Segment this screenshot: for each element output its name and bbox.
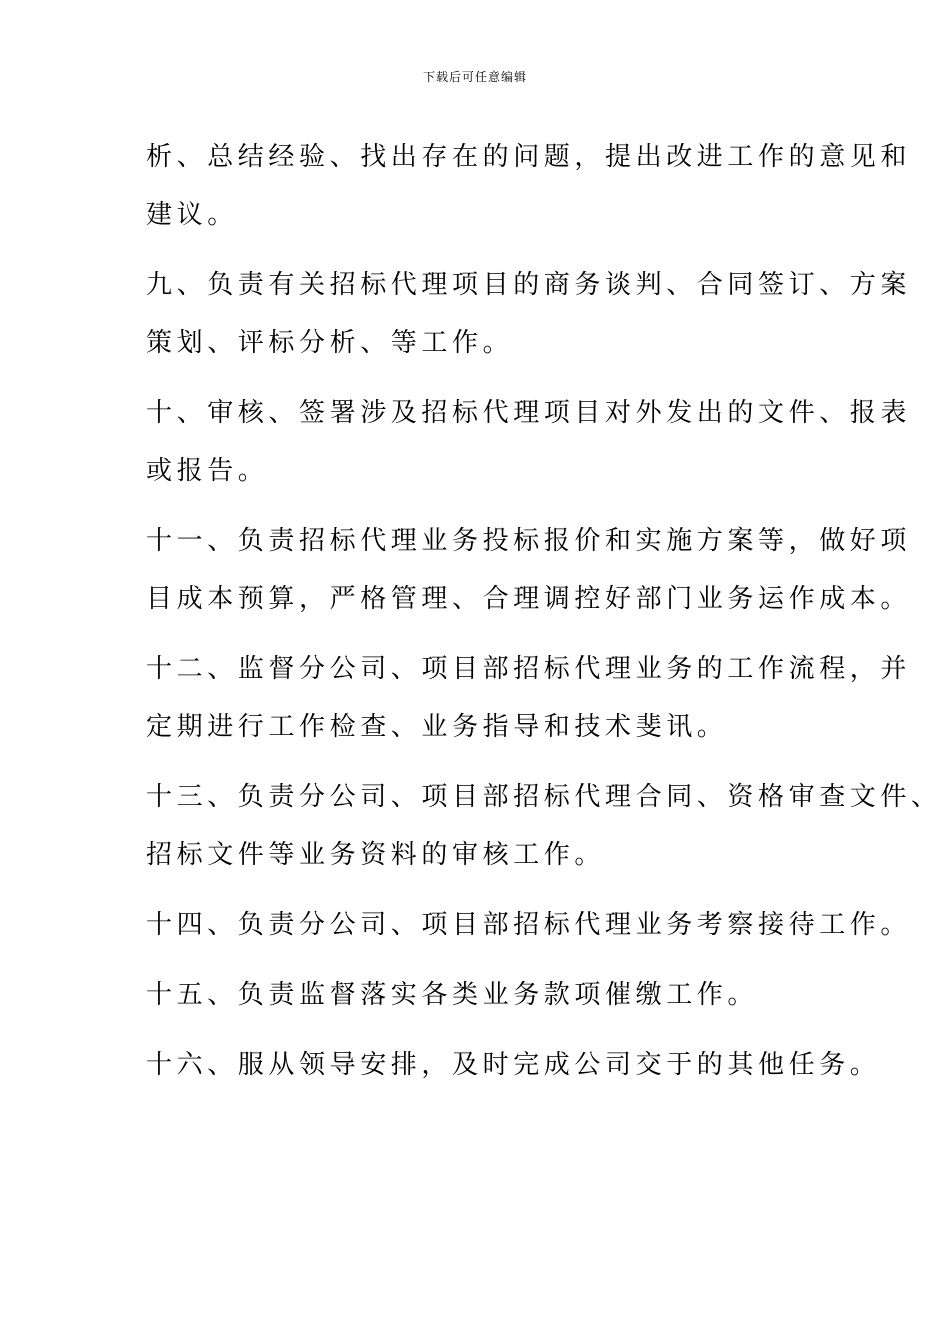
paragraph-line: 招标文件等业务资料的审核工作。 xyxy=(146,840,606,870)
paragraph-line: 十三、负责分公司、项目部招标代理合同、资格审查文件、 xyxy=(146,782,942,812)
paragraph-line: 九、负责有关招标代理项目的商务谈判、合同签订、方案 xyxy=(146,270,912,300)
paragraph-line: 或报告。 xyxy=(146,456,269,486)
document-body xyxy=(146,128,942,1106)
paragraph-item-13 xyxy=(146,768,942,884)
paragraph-line: 十二、监督分公司、项目部招标代理业务的工作流程，并 xyxy=(146,654,912,684)
paragraph-continuation xyxy=(146,128,912,244)
paragraph-line: 目成本预算，严格管理、合理调控好部门业务运作成本。 xyxy=(146,584,912,614)
paragraph-item-16 xyxy=(146,1036,881,1094)
paragraph-line: 十五、负责监督落实各类业务款项催缴工作。 xyxy=(146,980,759,1010)
page-header: 下载后可任意编辑 xyxy=(422,70,527,84)
paragraph-line: 十四、负责分公司、项目部招标代理业务考察接待工作。 xyxy=(146,910,912,940)
paragraph-item-10 xyxy=(146,384,912,500)
paragraph-line: 策划、评标分析、等工作。 xyxy=(146,328,514,358)
paragraph-line: 十一、负责招标代理业务投标报价和实施方案等，做好项 xyxy=(146,526,912,556)
paragraph-item-11 xyxy=(146,512,912,628)
paragraph-line: 定期进行工作检查、业务指导和技术斐讯。 xyxy=(146,712,728,742)
paragraph-line: 建议。 xyxy=(146,200,238,230)
paragraph-line: 十、审核、签署涉及招标代理项目对外发出的文件、报表 xyxy=(146,398,912,428)
paragraph-item-9 xyxy=(146,256,912,372)
paragraph-item-14 xyxy=(146,896,912,954)
paragraph-item-15 xyxy=(146,966,836,1024)
paragraph-line: 析、总结经验、找出存在的问题，提出改进工作的意见和 xyxy=(146,142,912,172)
paragraph-line: 十六、服从领导安排，及时完成公司交于的其他任务。 xyxy=(146,1050,881,1080)
paragraph-item-12 xyxy=(146,640,912,756)
